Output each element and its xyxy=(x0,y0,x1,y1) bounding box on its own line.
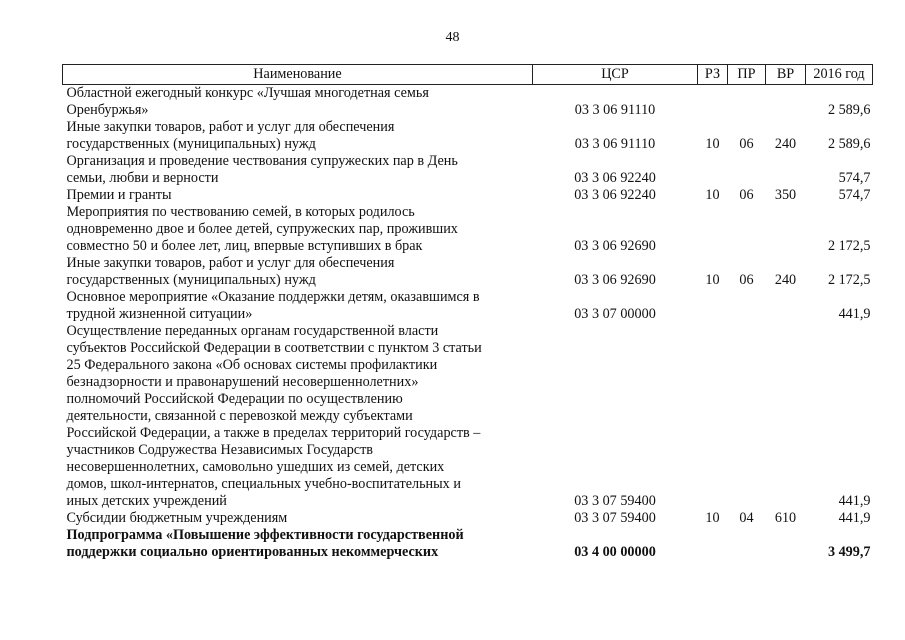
row-name-line: Подпрограмма «Повышение эффективности государственной xyxy=(66,527,464,543)
header-name: Наименование xyxy=(63,65,533,85)
row-name-line: одновременно двое и более детей, супружеских пар, проживших xyxy=(66,221,458,237)
row-name-line: Основное мероприятие «Оказание поддержки детям, оказавшимся в xyxy=(66,289,480,305)
row-name xyxy=(63,119,533,153)
row-name xyxy=(63,204,533,255)
row-year: 2 172,5 xyxy=(827,272,871,288)
table-row xyxy=(63,510,873,527)
row-year: 2 589,6 xyxy=(827,102,871,118)
row-name-line: Иные закупки товаров, работ и услуг для обеспечения xyxy=(66,255,395,271)
table-row xyxy=(63,119,873,153)
row-csr: 03 3 07 00000 xyxy=(574,306,656,322)
row-pr xyxy=(728,85,766,120)
row-year: 574,7 xyxy=(838,187,871,203)
row-name-line: субъектов Российской Федерации в соответствии с пунктом 3 статьи xyxy=(66,340,482,356)
row-name-line: поддержки социально ориентированных некоммерческих xyxy=(66,544,439,560)
row-rz: 10 xyxy=(705,187,720,203)
row-name xyxy=(63,153,533,187)
row-pr xyxy=(728,204,766,255)
table-row xyxy=(63,187,873,204)
row-name xyxy=(63,85,533,120)
row-year: 3 499,7 xyxy=(827,544,871,560)
row-vr xyxy=(766,323,806,510)
row-pr: 06 xyxy=(739,272,754,288)
header-rz: РЗ xyxy=(698,65,728,85)
row-year: 441,9 xyxy=(838,493,871,509)
row-csr: 03 3 06 91110 xyxy=(574,102,656,118)
row-csr: 03 3 06 92240 xyxy=(574,170,656,186)
row-vr: 610 xyxy=(774,510,797,526)
row-rz xyxy=(698,204,728,255)
row-rz xyxy=(698,153,728,187)
row-vr: 240 xyxy=(774,272,797,288)
row-pr xyxy=(728,527,766,561)
row-name-line: государственных (муниципальных) нужд xyxy=(66,136,316,152)
row-name xyxy=(63,187,533,204)
row-name xyxy=(63,255,533,289)
row-name-line: полномочий Российской Федерации по осуществлению xyxy=(66,391,403,407)
row-pr xyxy=(728,289,766,323)
row-name-line: участников Содружества Независимых Государств xyxy=(66,442,373,458)
row-vr xyxy=(766,289,806,323)
row-name-line: Премии и гранты xyxy=(66,187,172,203)
table-row xyxy=(63,527,873,561)
row-name-line: Организация и проведение чествования супружеских пар в День xyxy=(66,153,458,169)
budget-table xyxy=(62,64,873,561)
header-pr: ПР xyxy=(728,65,766,85)
row-pr xyxy=(728,323,766,510)
row-vr xyxy=(766,527,806,561)
row-name-line: трудной жизненной ситуации» xyxy=(66,306,253,322)
row-name-line: семьи, любви и верности xyxy=(66,170,219,186)
row-rz xyxy=(698,85,728,120)
row-name-line: Осуществление переданных органам государственной власти xyxy=(66,323,439,339)
row-csr: 03 3 07 59400 xyxy=(574,510,656,526)
row-csr: 03 4 00 00000 xyxy=(574,544,656,560)
header-csr: ЦСР xyxy=(533,65,698,85)
row-csr: 03 3 06 92690 xyxy=(574,238,656,254)
row-csr: 03 3 06 92240 xyxy=(574,187,656,203)
table-row xyxy=(63,323,873,510)
table-row xyxy=(63,255,873,289)
row-name-line: Оренбуржья» xyxy=(66,102,149,118)
row-vr xyxy=(766,204,806,255)
table-row xyxy=(63,85,873,120)
row-vr xyxy=(766,85,806,120)
row-vr: 240 xyxy=(774,136,797,152)
row-csr: 03 3 07 59400 xyxy=(574,493,656,509)
row-name-line: Российской Федерации, а также в пределах территорий государств – xyxy=(66,425,481,441)
header-vr: ВР xyxy=(766,65,806,85)
row-name-line: совместно 50 и более лет, лиц, впервые вступивших в брак xyxy=(66,238,423,254)
table-row xyxy=(63,153,873,187)
row-name-line: Мероприятия по чествованию семей, в которых родилось xyxy=(66,204,415,220)
row-name-line: несовершеннолетних, самовольно ушедших из семей, детских xyxy=(66,459,445,475)
header-year: 2016 год xyxy=(806,65,873,85)
row-year: 441,9 xyxy=(838,306,871,322)
row-pr: 06 xyxy=(739,187,754,203)
table-row xyxy=(63,204,873,255)
page-number: 48 xyxy=(445,30,460,45)
row-rz xyxy=(698,323,728,510)
row-name-line: государственных (муниципальных) нужд xyxy=(66,272,316,288)
row-name-line: иных детских учреждений xyxy=(66,493,227,509)
row-csr: 03 3 06 91110 xyxy=(574,136,656,152)
row-name xyxy=(63,510,533,527)
row-year: 2 589,6 xyxy=(827,136,871,152)
row-rz: 10 xyxy=(705,136,720,152)
row-year: 441,9 xyxy=(838,510,871,526)
row-rz xyxy=(698,289,728,323)
row-csr: 03 3 06 92690 xyxy=(574,272,656,288)
row-name xyxy=(63,289,533,323)
row-name-line: деятельности, связанной с перевозкой между субъектами xyxy=(66,408,413,424)
row-name xyxy=(63,323,533,510)
row-pr xyxy=(728,153,766,187)
table-body xyxy=(63,85,873,562)
row-year: 2 172,5 xyxy=(827,238,871,254)
row-name-line: безнадзорности и правонарушений несовершеннолетних» xyxy=(66,374,419,390)
row-rz: 10 xyxy=(705,272,720,288)
row-year: 574,7 xyxy=(838,170,871,186)
row-rz xyxy=(698,527,728,561)
table-row xyxy=(63,289,873,323)
row-vr xyxy=(766,153,806,187)
row-pr: 04 xyxy=(739,510,754,526)
row-vr: 350 xyxy=(774,187,797,203)
row-name-line: Иные закупки товаров, работ и услуг для обеспечения xyxy=(66,119,395,135)
row-name-line: Субсидии бюджетным учреждениям xyxy=(66,510,288,526)
row-name xyxy=(63,527,533,561)
row-rz: 10 xyxy=(705,510,720,526)
row-pr: 06 xyxy=(739,136,754,152)
row-name-line: домов, школ-интернатов, специальных учебно-воспитательных и xyxy=(66,476,461,492)
row-name-line: 25 Федерального закона «Об основах системы профилактики xyxy=(66,357,438,373)
table-header-row xyxy=(63,65,873,85)
row-name-line: Областной ежегодный конкурс «Лучшая многодетная семья xyxy=(66,85,429,101)
